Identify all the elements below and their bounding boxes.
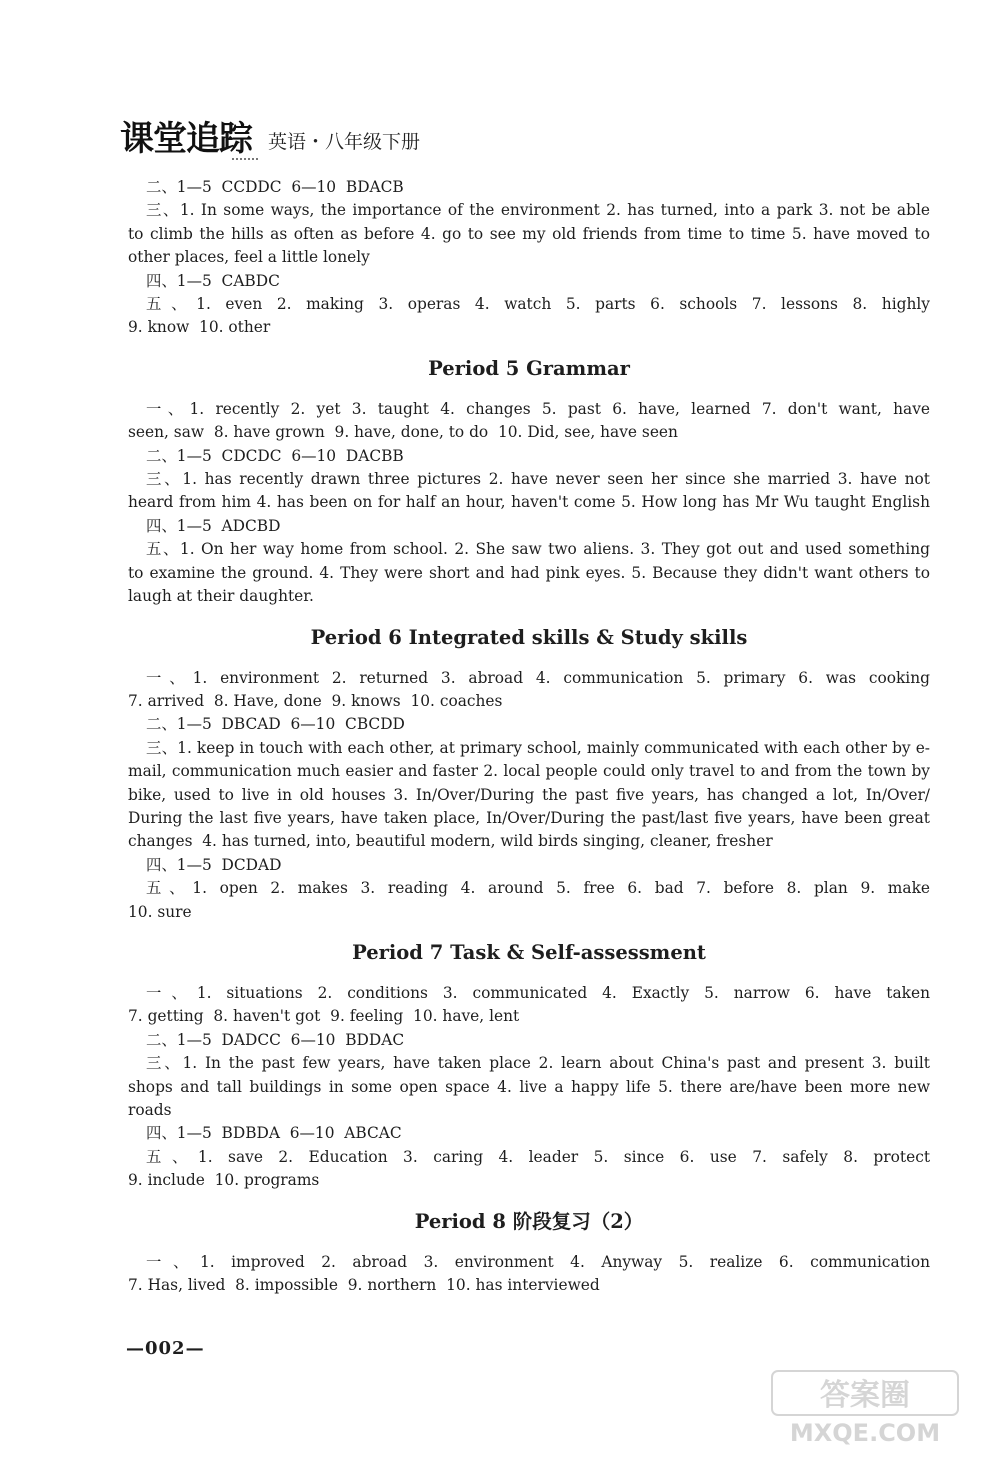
svg-text:答案圈: 答案圈: [820, 1378, 910, 1413]
answer-line: changes 4. has turned, into, beautiful modern, wild birds singing, cleaner, fresher: [128, 832, 773, 851]
answer-line: 二、1—5 DBCAD 6—10 CBCDD: [146, 715, 405, 734]
page-header: [120, 119, 421, 159]
answer-line: 一、1. environment 2. returned 3. abroad 4. communication 5. primary 6. was cooking: [146, 668, 930, 687]
answer-line: 三、1. In the past few years, have taken place 2. learn about China's past and present 3. built: [146, 1054, 930, 1073]
watermark-logo: [770, 1369, 960, 1449]
answer-line: 7. Has, lived 8. impossible 9. northern 10. has interviewed: [128, 1276, 600, 1295]
answer-line: 9. include 10. programs: [128, 1171, 320, 1190]
answer-line: to examine the ground. 4. They were short and had pink eyes. 5. Because they didn't want others to: [128, 563, 930, 582]
answer-line: 四、1—5 ADCBD: [146, 516, 281, 535]
logo-dots-decoration: [232, 150, 258, 160]
section-title: Period 7 Task & Self-assessment: [352, 940, 706, 964]
answer-line: 四、1—5 DCDAD: [146, 855, 282, 874]
answer-line: 四、1—5 CABDC: [146, 271, 280, 290]
answer-line: laugh at their daughter.: [128, 587, 314, 606]
answer-line: 二、1—5 CCDDC 6—10 BDACB: [146, 178, 404, 196]
answer-line: 一、1. recently 2. yet 3. taught 4. changes 5. past 6. have, learned 7. don't want, have: [146, 399, 930, 418]
watermark-text: MXQE.COM: [789, 1419, 941, 1447]
answer-line: 7. arrived 8. Have, done 9. knows 10. coaches: [128, 691, 503, 710]
answer-line: 三、1. In some ways, the importance of the environment 2. has turned, into a park 3. not be able: [146, 201, 930, 220]
answer-line: seen, saw 8. have grown 9. have, done, to do 10. Did, see, have seen: [128, 423, 678, 442]
answer-line: 二、1—5 DADCC 6—10 BDDAC: [146, 1030, 405, 1049]
section-title: Period 6 Integrated skills & Study skills: [310, 625, 748, 649]
answer-key-content: [128, 176, 930, 1297]
answer-line: 9. know 10. other: [128, 318, 271, 337]
answer-line: 10. sure: [128, 902, 192, 921]
answer-line: 二、1—5 CDCDC 6—10 DACBB: [146, 446, 404, 465]
answer-line: shops and tall buildings in some open space 4. live a happy life 5. there are/have been more new roads: [128, 1077, 930, 1119]
page-number: —002—: [126, 1338, 205, 1359]
section-title: Period 5 Grammar: [428, 356, 630, 380]
answer-line: bike, used to live in old houses 3. In/Over/During the past five years, has changed a lot, In/Over/: [128, 785, 930, 804]
answer-line: 一、1. situations 2. conditions 3. communicated 4. Exactly 5. narrow 6. have taken: [146, 983, 930, 1002]
answer-line: 7. getting 8. haven't got 9. feeling 10. have, lent: [128, 1007, 520, 1026]
book-title: 英语・八年级下册: [268, 131, 421, 154]
answer-line: 五、1. On her way home from school. 2. She saw two aliens. 3. They got out and used something: [146, 540, 930, 559]
brand-logo: [120, 119, 252, 159]
answer-line: other places, feel a little lonely: [128, 248, 370, 267]
answer-line: to climb the hills as often as before 4. go to see my old friends from time to time 5. have moved to: [128, 224, 930, 243]
answer-line: mail, communication much easier and faster 2. local people could only travel to and from the town by: [128, 762, 930, 781]
answer-line: During the last five years, have taken place, In/Over/During the past/last five years, have been great: [128, 808, 930, 827]
answer-line: 五、1. save 2. Education 3. caring 4. leader 5. since 6. use 7. safely 8. protect: [146, 1147, 930, 1166]
answer-line: 五、1. even 2. making 3. operas 4. watch 5. parts 6. schools 7. lessons 8. highly: [146, 295, 930, 314]
section-title: Period 8 阶段复习（2）: [414, 1209, 644, 1233]
answer-line: 三、1. has recently drawn three pictures 2. have never seen her since she married 3. have not: [146, 470, 930, 489]
answer-line: heard from him 4. has been on for half an hour, haven't come 5. How long has Mr Wu taught English: [128, 493, 930, 512]
answer-line: 一、1. improved 2. abroad 3. environment 4. Anyway 5. realize 6. communication: [146, 1252, 930, 1271]
answer-line: 四、1—5 BDBDA 6—10 ABCAC: [146, 1124, 402, 1143]
answer-line: 三、1. keep in touch with each other, at primary school, mainly communicated with each other by e-: [146, 738, 930, 757]
answer-line: 五、1. open 2. makes 3. reading 4. around 5. free 6. bad 7. before 8. plan 9. make: [146, 879, 930, 898]
brand-text: 课堂追踪: [120, 119, 252, 159]
